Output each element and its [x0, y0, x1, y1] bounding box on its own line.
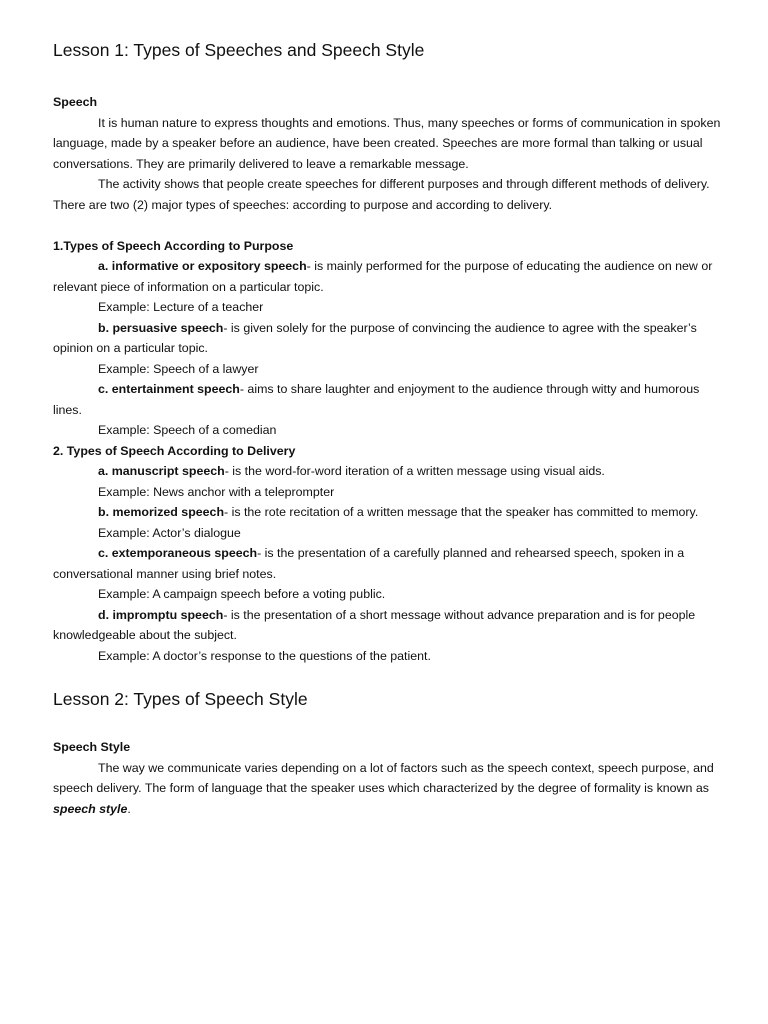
lesson-2-title: Lesson 2: Types of Speech Style — [53, 689, 308, 709]
delivery-item-extemporaneous — [53, 543, 725, 584]
term-impromptu: d. impromptu speech — [98, 607, 224, 622]
speech-heading: Speech — [53, 95, 98, 109]
speech-style-term: speech style — [53, 801, 128, 816]
speech-intro-paragraph-1: It is human nature to express thoughts and emotions. Thus, many speeches or forms of communication in spoken language, made by a speaker before an audience, have been created. Speeches are more formal than talking or usual conversations. They are primarily delivered to leave a remarkable message. — [53, 115, 721, 171]
spacer — [53, 215, 725, 236]
term-persuasive: b. persuasive speech — [98, 320, 224, 335]
purpose-item-entertainment — [53, 379, 725, 420]
definition-persuasive: - is given solely for the purpose of convincing the audience to agree with the speaker’s opinion on a particular topic. — [53, 320, 697, 355]
speech-intro-paragraph-2: The activity shows that people create speeches for different purposes and through different methods of delivery. There are two (2) major types of speeches: according to purpose and according to delivery. — [53, 177, 710, 212]
term-informative: a. informative or expository speech — [98, 259, 307, 273]
example-manuscript: Example: News anchor with a teleprompter — [98, 484, 335, 499]
definition-impromptu: - is the presentation of a short message without advance preparation and is for people knowledgeable about the subject. — [53, 607, 696, 642]
delivery-item-impromptu — [53, 605, 725, 646]
speech-style-body: The way we communicate varies depending on a lot of factors such as the speech context, speech purpose, and speech delivery. The form of language that the speaker uses which characterized by the degree of formality is known as — [53, 760, 714, 795]
term-manuscript: a. manuscript speech — [98, 464, 225, 478]
example-persuasive: Example: Speech of a lawyer — [98, 361, 259, 376]
definition-memorized: - is the rote recitation of a written message that the speaker has committed to memory. — [224, 505, 699, 519]
example-informative: Example: Lecture of a teacher — [98, 300, 264, 314]
term-extemporaneous: c. extemporaneous speech — [98, 546, 258, 560]
example-impromptu: Example: A doctor’s response to the questions of the patient. — [98, 648, 431, 663]
definition-entertainment: - aims to share laughter and enjoyment to the audience through witty and humorous lines. — [53, 382, 700, 417]
speech-style-paragraph — [53, 758, 725, 820]
delivery-heading: 2. Types of Speech According to Delivery — [53, 443, 296, 458]
term-memorized: b. memorized speech — [98, 505, 225, 519]
purpose-heading: 1.Types of Speech According to Purpose — [53, 238, 294, 253]
definition-extemporaneous: - is the presentation of a carefully planned and rehearsed speech, spoken in a conversational manner using brief notes. — [53, 546, 685, 581]
speech-style-body-end: . — [127, 801, 131, 816]
example-entertainment: Example: Speech of a comedian — [98, 423, 277, 437]
example-memorized: Example: Actor’s dialogue — [98, 525, 241, 540]
definition-manuscript: - is the word-for-word iteration of a written message using visual aids. — [224, 464, 605, 478]
document-page — [53, 38, 725, 819]
delivery-item-manuscript — [53, 461, 725, 482]
term-entertainment: c. entertainment speech — [98, 382, 240, 396]
delivery-item-memorized — [53, 502, 725, 523]
speech-style-heading: Speech Style — [53, 740, 131, 754]
definition-informative: - is mainly performed for the purpose of educating the audience on new or relevant piece of information on a particular topic. — [53, 259, 713, 294]
purpose-item-persuasive — [53, 318, 725, 359]
purpose-item-informative — [53, 256, 725, 297]
example-extemporaneous: Example: A campaign speech before a voting public. — [98, 587, 386, 601]
lesson-1-title: Lesson 1: Types of Speeches and Speech Style — [53, 40, 425, 60]
